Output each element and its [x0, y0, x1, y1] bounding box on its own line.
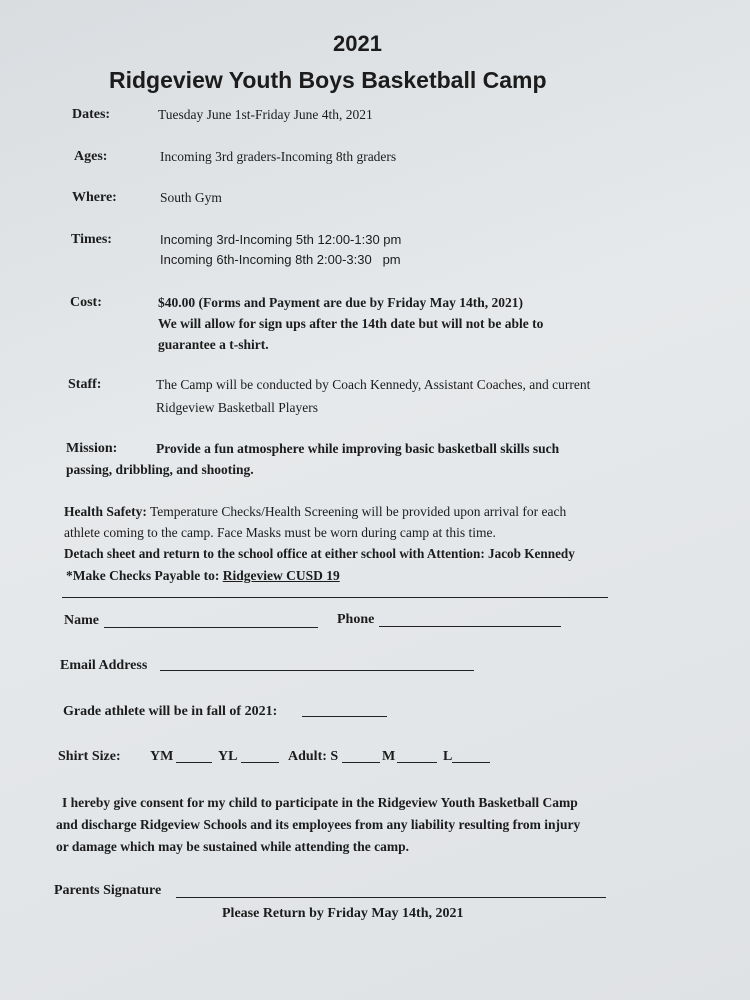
- mission-line-2: passing, dribbling, and shooting.: [66, 462, 254, 477]
- yl-label: YL: [218, 749, 238, 764]
- times-line-1: Incoming 3rd-Incoming 5th 12:00-1:30 pm: [160, 232, 402, 247]
- staff-label: Staff:: [68, 377, 102, 392]
- health-text: Temperature Checks/Health Screening will be provided upon arrival for each: [146, 504, 567, 519]
- adult-l-field[interactable]: [452, 762, 490, 763]
- yl-field[interactable]: [241, 762, 279, 763]
- name-label: Name: [64, 613, 99, 628]
- health-label: Health Safety:: [64, 504, 147, 519]
- return-note: Please Return by Friday May 14th, 2021: [222, 906, 464, 921]
- email-field[interactable]: [160, 670, 474, 671]
- adult-m-field[interactable]: [397, 762, 437, 763]
- detach-instructions: Detach sheet and return to the school office at either school with Attention: Jacob Kennedy: [64, 546, 575, 561]
- name-field[interactable]: [104, 627, 318, 628]
- where-label: Where:: [72, 190, 117, 205]
- cost-line-2: We will allow for sign ups after the 14th date but will not be able to: [158, 316, 544, 331]
- email-label: Email Address: [60, 658, 148, 673]
- cost-label: Cost:: [70, 295, 102, 310]
- cost-line-1: $40.00 (Forms and Payment are due by Friday May 14th, 2021): [158, 295, 523, 310]
- consent-line-1: I hereby give consent for my child to participate in the Ridgeview Youth Basketball Camp: [62, 795, 578, 810]
- checks-line: [66, 568, 340, 584]
- camp-title: Ridgeview Youth Boys Basketball Camp: [109, 67, 547, 93]
- grade-field[interactable]: [302, 716, 387, 717]
- adult-s-field[interactable]: [342, 762, 380, 763]
- staff-line-1: The Camp will be conducted by Coach Kennedy, Assistant Coaches, and current: [156, 377, 591, 392]
- year-heading: 2021: [333, 31, 382, 56]
- ym-field[interactable]: [176, 762, 212, 763]
- times-line-2: Incoming 6th-Incoming 8th 2:00-3:30 pm: [160, 252, 401, 267]
- adult-s-label: Adult: S: [288, 749, 339, 764]
- signature-label: Parents Signature: [54, 883, 162, 898]
- signature-field[interactable]: [176, 897, 606, 898]
- health-line-2: athlete coming to the camp. Face Masks must be worn during camp at this time.: [64, 525, 496, 540]
- mission-line-1: Provide a fun atmosphere while improving basic basketball skills such: [156, 441, 560, 456]
- dates-value: Tuesday June 1st-Friday June 4th, 2021: [158, 107, 373, 122]
- phone-label: Phone: [337, 612, 375, 627]
- adult-m-label: M: [382, 749, 396, 764]
- shirt-size-label: Shirt Size:: [58, 749, 121, 764]
- phone-field[interactable]: [379, 626, 561, 627]
- checks-payee: Ridgeview CUSD 19: [222, 568, 340, 583]
- cost-line-3: guarantee a t-shirt.: [158, 337, 269, 352]
- where-value: South Gym: [160, 190, 222, 205]
- ages-label: Ages:: [74, 149, 108, 164]
- detach-divider: [62, 597, 608, 598]
- staff-line-2: Ridgeview Basketball Players: [156, 400, 318, 415]
- health-line-1: [64, 504, 566, 520]
- mission-label: Mission:: [66, 441, 118, 456]
- consent-line-2: and discharge Ridgeview Schools and its employees from any liability resulting from injury: [56, 817, 581, 832]
- ym-label: YM: [150, 749, 174, 764]
- checks-prefix: *Make Checks Payable to:: [66, 568, 223, 583]
- grade-label: Grade athlete will be in fall of 2021:: [63, 704, 278, 719]
- times-label: Times:: [71, 232, 112, 247]
- adult-l-label: L: [443, 749, 453, 764]
- dates-label: Dates:: [72, 107, 111, 122]
- consent-line-3: or damage which may be sustained while attending the camp.: [56, 839, 410, 854]
- ages-value: Incoming 3rd graders-Incoming 8th graders: [160, 149, 397, 164]
